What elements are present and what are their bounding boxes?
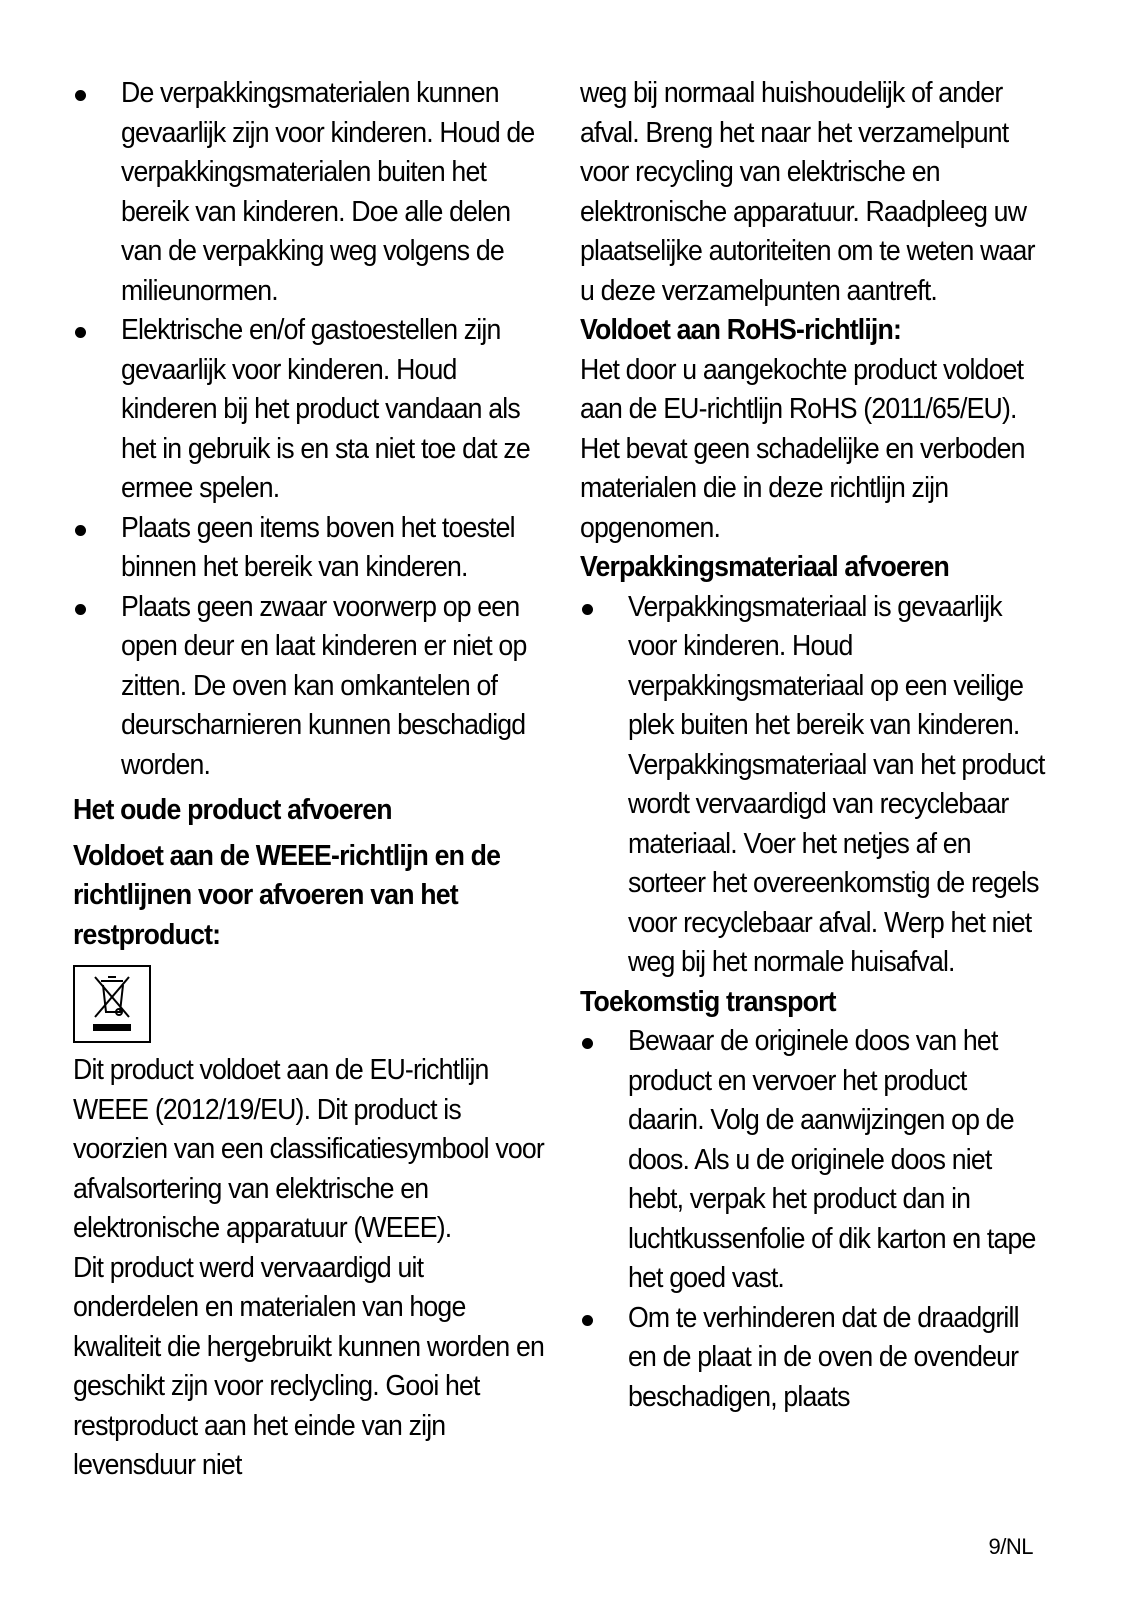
heading-weee: Voldoet aan de WEEE-richtlijn en de richtlijnen voor afvoeren van het restproduct: <box>73 839 501 951</box>
bullet-icon <box>582 604 593 615</box>
bullet-icon <box>75 90 86 101</box>
bullet-icon <box>582 1038 593 1049</box>
bullet-icon <box>582 1315 593 1326</box>
safety-bullet-list <box>73 74 553 785</box>
left-column <box>73 74 553 1486</box>
heading-old-product: Het oude product afvoeren <box>73 794 392 826</box>
right-column <box>580 74 1050 1417</box>
list-item: De verpakkingsmaterialen kunnen gevaarlijk zijn voor kinderen. Houd de verpakkingsmaterialen buiten het bereik van kinderen. Doe alle delen van de verpakking weg volgens de milieunormen. <box>73 74 553 311</box>
bullet-icon <box>75 525 86 536</box>
list-item: Bewaar de originele doos van het product en vervoer het product daarin. Volg de aanwijzingen op de doos. Als u de originele doos niet hebt, verpak het product dan in luchtkussenfolie of dik karton en tape het goed vast. <box>580 1022 1050 1299</box>
bullet-icon <box>75 327 86 338</box>
list-item: Verpakkingsmateriaal is gevaarlijk voor kinderen. Houd verpakkingsmateriaal op een veilige plek buiten het bereik van kinderen. Verpakkingsmateriaal van het product wordt vervaardigd van recyclebaar materiaal. Voer het netjes af en sorteer het overeenkomstig de regels voor recyclebaar afval. Werp het niet weg bij het normale huisafval. <box>580 588 1050 983</box>
list-item: Plaats geen zwaar voorwerp op een open deur en laat kinderen er niet op zitten. De oven kan omkantelen of deurscharnieren kunnen beschadigd worden. <box>73 588 553 786</box>
bullet-icon <box>75 604 86 615</box>
crossed-out-wheeled-bin-icon <box>73 965 151 1043</box>
heading-packaging: Verpakkingsmateriaal afvoeren <box>580 551 949 583</box>
packaging-bullet-list <box>580 588 1050 983</box>
heading-transport: Toekomstig transport <box>580 985 836 1018</box>
rohs-paragraph: Het door u aangekochte product voldoet aan de EU-richtlijn RoHS (2011/65/EU). Het bevat geen schadelijke en verboden materialen die in deze richtlijn zijn opgenomen. <box>580 353 1025 544</box>
heading-rohs: Voldoet aan RoHS-richtlijn: <box>580 314 902 346</box>
transport-bullet-list <box>580 1022 1050 1417</box>
weee-paragraph-2: Dit product werd vervaardigd uit onderdelen en materialen van hoge kwaliteit die hergebruikt kunnen worden en geschikt zijn voor reclycling. Gooi het restproduct aan het einde van zijn levensduur niet <box>73 1251 544 1481</box>
list-item: Om te verhinderen dat de draadgrill en de plaat in de oven de ovendeur beschadigen, plaats <box>580 1299 1050 1418</box>
weee-paragraph-1: Dit product voldoet aan de EU-richtlijn WEEE (2012/19/EU). Dit product is voorzien van een classificatiesymbool voor afvalsortering van elektrische en elektronische apparatuur (WEEE). <box>73 1054 544 1244</box>
page-number: 9/NL <box>988 1534 1033 1559</box>
list-item: Elektrische en/of gastoestellen zijn gevaarlijk voor kinderen. Houd kinderen bij het product vandaan als het in gebruik is en sta niet toe dat ze ermee spelen. <box>73 311 553 509</box>
list-item: Plaats geen items boven het toestel binnen het bereik van kinderen. <box>73 509 553 588</box>
weee-paragraph-continued: weg bij normaal huishoudelijk of ander afval. Breng het naar het verzamelpunt voor recycling van elektrische en elektronische apparatuur. Raadpleeg uw plaatselijke autoriteiten om te weten waar u deze verzamelpunten aantreft. <box>580 77 1035 307</box>
